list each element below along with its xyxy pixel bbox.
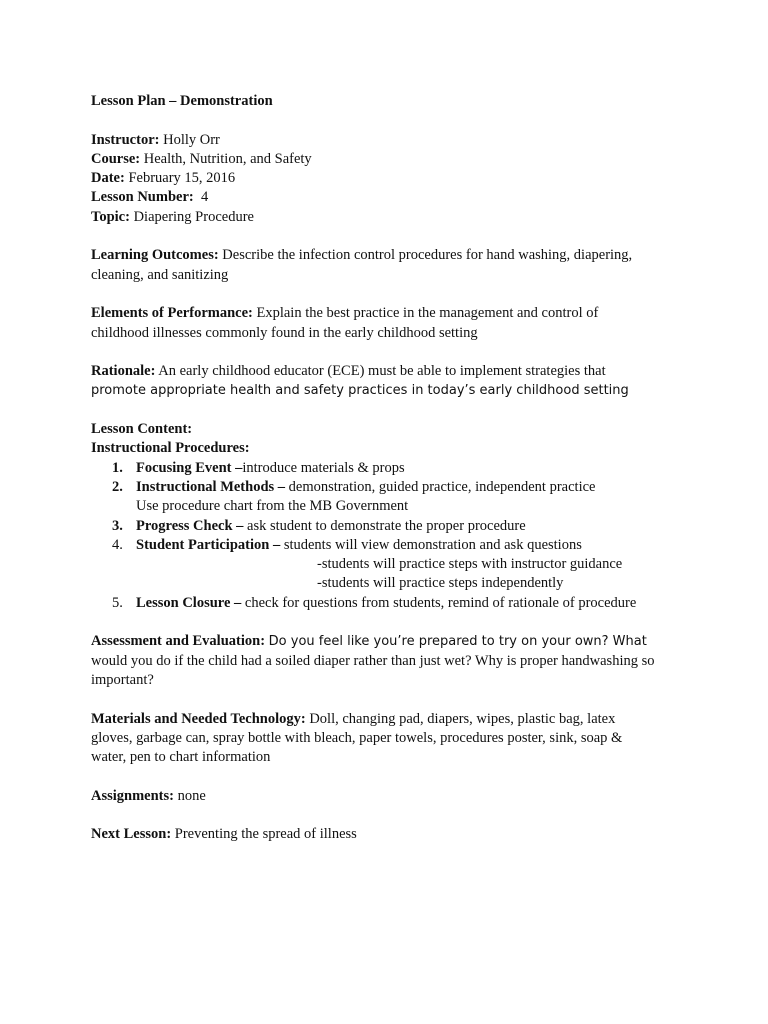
next-lesson-value: Preventing the spread of illness <box>174 826 357 843</box>
rationale-line2: promote appropriate health and safety practices in today’s early childhood setting <box>91 383 629 399</box>
step-text: ask student to demonstrate the proper procedure <box>243 517 526 534</box>
lesson-number-value: 4 <box>200 189 209 206</box>
next-lesson-label: Next Lesson: <box>91 826 172 843</box>
step-number: 5. <box>112 594 123 611</box>
step-text: students will view demonstration and ask questions <box>280 536 582 553</box>
step-number: 4. <box>112 536 123 553</box>
rationale <box>91 362 691 381</box>
course-label: Course: <box>91 150 141 167</box>
materials-line1: Doll, changing pad, diapers, wipes, plastic bag, latex <box>309 710 616 727</box>
materials <box>91 710 691 729</box>
step-label: Student Participation – <box>136 536 281 553</box>
learning-outcomes-line1: Describe the infection control procedures for hand washing, diapering, <box>222 247 633 264</box>
assessment-line2: would you do if the child had a soiled diaper rather than just wet? Why is proper handwashing so <box>91 652 655 669</box>
assignments <box>91 787 691 806</box>
rationale-label: Rationale: <box>91 363 156 380</box>
step-4 <box>91 536 691 594</box>
step-text: introduce materials & props <box>242 459 405 476</box>
step-2 <box>91 478 691 517</box>
topic-line <box>91 208 691 227</box>
step-label: Instructional Methods – <box>136 478 286 495</box>
assignments-value: none <box>177 787 206 804</box>
elements-of-performance <box>91 304 691 323</box>
step-text: check for questions from students, remind of rationale of procedure <box>241 594 637 611</box>
date-label: Date: <box>91 170 125 187</box>
step-extra: Use procedure chart from the MB Government <box>136 498 409 515</box>
step-subitem: -students will practice steps with instructor guidance <box>317 556 623 573</box>
step-3 <box>91 517 691 536</box>
step-subitem: -students will practice steps independently <box>317 575 564 592</box>
elements-of-performance-line2: childhood illnesses commonly found in the early childhood setting <box>91 324 478 341</box>
assessment-line3: important? <box>91 671 154 688</box>
procedure-steps <box>91 459 691 613</box>
materials-line3: water, pen to chart information <box>91 749 271 766</box>
step-label: Lesson Closure – <box>136 594 242 611</box>
assignments-label: Assignments: <box>91 787 174 804</box>
step-label: Progress Check – <box>136 517 244 534</box>
materials-label: Materials and Needed Technology: <box>91 710 306 727</box>
learning-outcomes-line2: cleaning, and sanitizing <box>91 266 229 283</box>
lesson-number-label: Lesson Number: <box>91 189 194 206</box>
instructor-line <box>91 131 691 150</box>
step-5 <box>91 594 691 613</box>
instructional-procedures-label: Instructional Procedures: <box>91 440 250 457</box>
next-lesson <box>91 825 691 844</box>
materials-line2: gloves, garbage can, spray bottle with bleach, paper towels, procedures poster, sink, soap & <box>91 729 623 746</box>
step-label: Focusing Event – <box>136 459 243 476</box>
step-text: demonstration, guided practice, independent practice <box>285 478 596 495</box>
lesson-plan <box>91 92 691 845</box>
course-line <box>91 150 691 169</box>
elements-of-performance-line1: Explain the best practice in the management and control of <box>256 305 599 322</box>
topic-label: Topic: <box>91 208 130 225</box>
instructor-label: Instructor: <box>91 131 160 148</box>
assessment-line1: Do you feel like you’re prepared to try on your own? What <box>268 634 647 650</box>
lesson-number-line <box>91 188 691 207</box>
step-1 <box>91 459 691 478</box>
date-value: February 15, 2016 <box>128 170 236 187</box>
step-number: 1. <box>112 459 123 476</box>
rationale-line1: An early childhood educator (ECE) must be able to implement strategies that <box>158 363 606 380</box>
elements-of-performance-label: Elements of Performance: <box>91 305 253 322</box>
course-value: Health, Nutrition, and Safety <box>143 150 312 167</box>
step-number: 2. <box>112 478 123 495</box>
document-title: Lesson Plan – Demonstration <box>91 93 273 109</box>
lesson-content-label: Lesson Content: <box>91 421 193 438</box>
assessment <box>91 632 691 651</box>
date-line <box>91 169 691 188</box>
learning-outcomes <box>91 246 691 265</box>
learning-outcomes-label: Learning Outcomes: <box>91 247 219 264</box>
assessment-label: Assessment and Evaluation: <box>91 633 266 650</box>
topic-value: Diapering Procedure <box>133 208 254 225</box>
instructor-value: Holly Orr <box>163 131 220 148</box>
step-number: 3. <box>112 517 123 534</box>
